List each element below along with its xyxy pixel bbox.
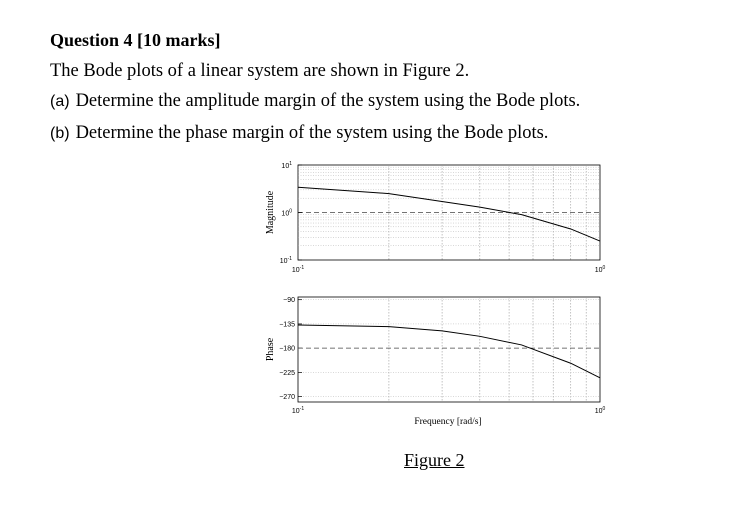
phase-ylabel: Phase — [265, 337, 276, 362]
question-title: Question 4 [10 marks] — [50, 30, 221, 50]
phase-ytick-label-0: −90 — [283, 297, 295, 305]
magnitude-ylabel: Magnitude — [265, 190, 276, 235]
part-b-text: Determine the phase margin of the system using the Bode plots. — [75, 123, 549, 143]
magnitude-ytick-label-1: $10^0$ — [281, 208, 292, 218]
phase-ytick-label-1: −135 — [279, 321, 295, 329]
question-intro: The Bode plots of a linear system are shown in Figure 2. — [50, 61, 470, 81]
phase-ytick-label-3: −225 — [279, 369, 295, 377]
figure-caption: Figure 2 — [404, 450, 465, 470]
phase-ytick-label-4: −270 — [279, 394, 295, 402]
part-a-text: Determine the amplitude margin of the system using the Bode plots. — [75, 91, 581, 111]
phase-xtick-label-0: $10^{-1}$ — [291, 406, 305, 415]
phase-xlabel: Frequency [rad/s] — [414, 417, 482, 427]
magnitude-ytick-label-2: $10^{-1}$ — [279, 256, 292, 265]
magnitude-xtick-label-1: $10^0$ — [594, 265, 606, 274]
phase-xtick-label-1: $10^0$ — [594, 406, 606, 415]
phase-ytick-label-2: −180 — [279, 345, 295, 353]
magnitude-xtick-label-0: $10^{-1}$ — [291, 265, 305, 274]
part-a-label: (a) — [50, 93, 70, 110]
phase-plot-frame — [298, 297, 600, 402]
part-b-label: (b) — [50, 125, 70, 142]
magnitude-ytick-label-0: $10^1$ — [281, 161, 292, 170]
